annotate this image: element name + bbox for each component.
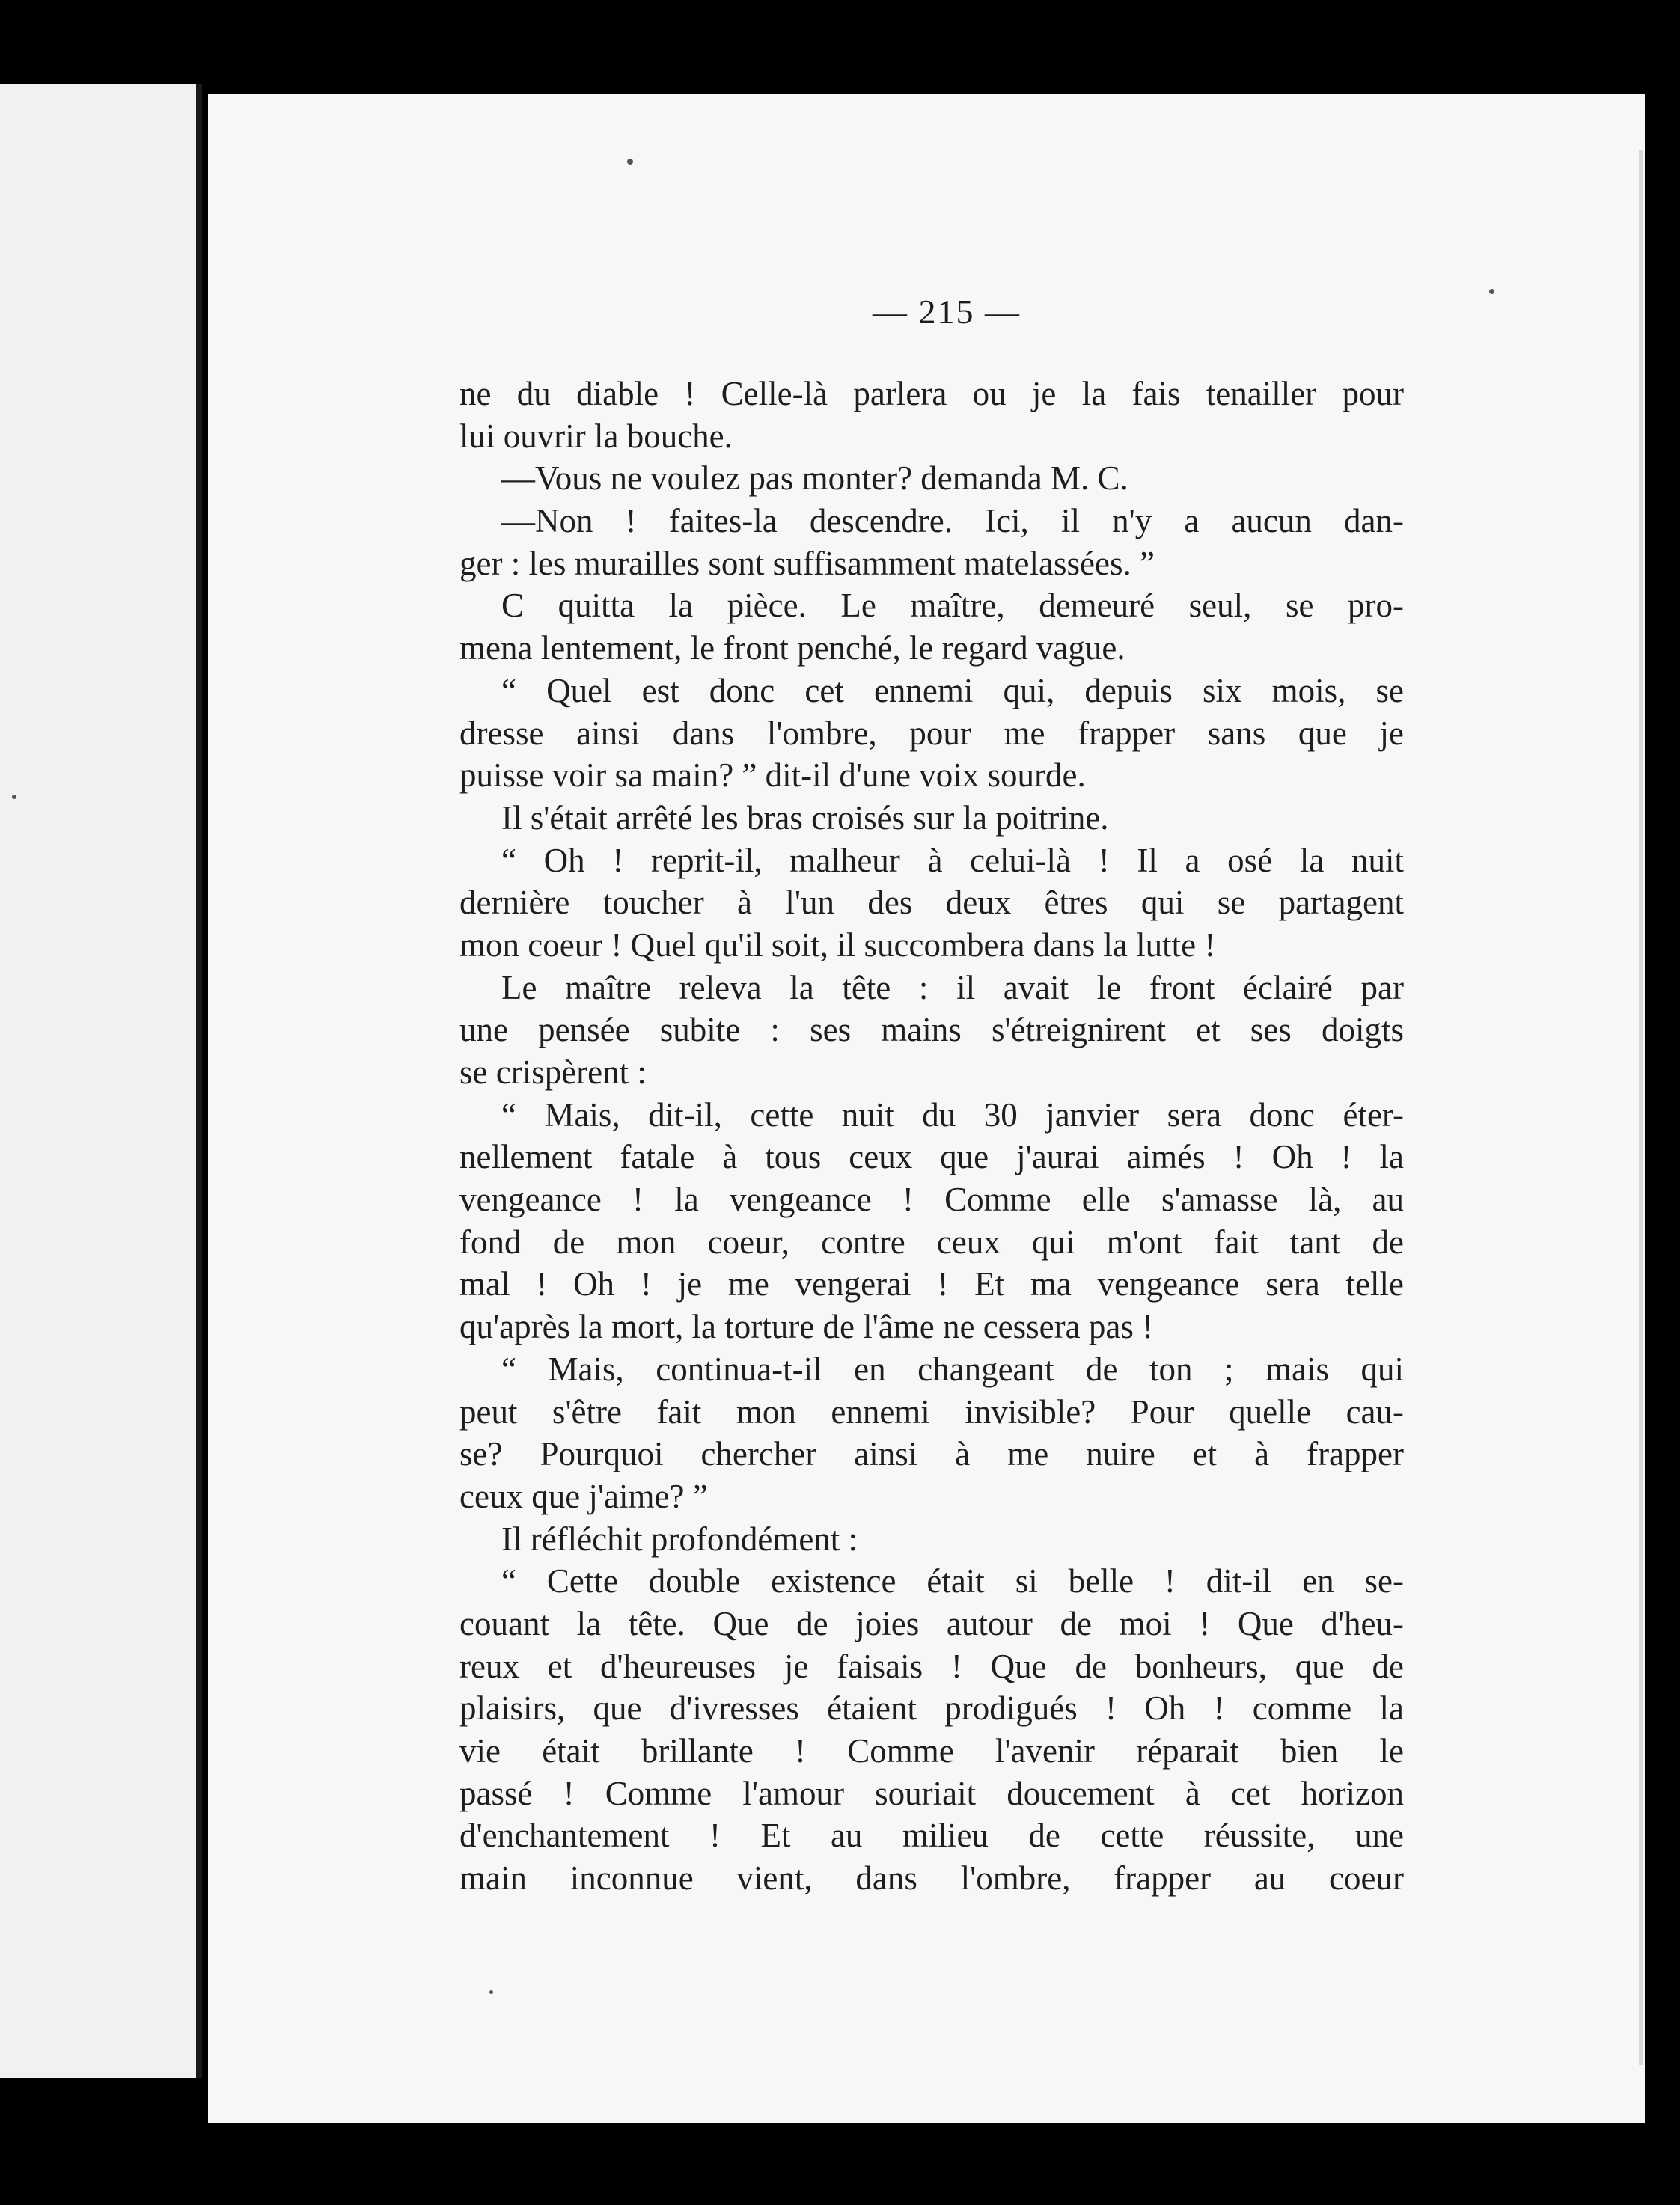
- dust-speck: [12, 795, 16, 799]
- body-text: [459, 373, 1404, 1900]
- text-line: mal ! Oh ! je me vengerai ! Et ma vengeance sera telle: [459, 1265, 1404, 1303]
- dust-speck: [489, 1990, 493, 1994]
- text-line: dresse ainsi dans l'ombre, pour me frapper sans que je: [459, 714, 1404, 752]
- text-line: couant la tête. Que de joies autour de moi ! Que d'heu-: [459, 1604, 1404, 1642]
- text-line: d'enchantement ! Et au milieu de cette réussite, une: [459, 1817, 1404, 1855]
- text-line: Il réfléchit profondément :: [501, 1520, 858, 1558]
- text-line: fond de mon coeur, contre ceux qui m'ont fait tant de: [459, 1223, 1404, 1261]
- text-line: peut s'être fait mon ennemi invisible? Pour quelle cau-: [459, 1392, 1404, 1431]
- text-line: vengeance ! la vengeance ! Comme elle s'amasse là, au: [459, 1181, 1404, 1219]
- text-line: une pensée subite : ses mains s'étreignirent et ses doigts: [459, 1011, 1404, 1049]
- facing-page-edge: [0, 84, 202, 2078]
- text-line: “ Cette double existence était si belle ! dit-il en se-: [501, 1562, 1404, 1600]
- text-line: main inconnue vient, dans l'ombre, frapper au coeur: [459, 1859, 1404, 1897]
- text-line: plaisirs, que d'ivresses étaient prodigués ! Oh ! comme la: [459, 1689, 1404, 1728]
- text-line: se? Pourquoi chercher ainsi à me nuire et à frapper: [459, 1435, 1404, 1473]
- text-line: Il s'était arrêté les bras croisés sur la poitrine.: [501, 798, 1109, 837]
- text-line: lui ouvrir la bouche.: [459, 417, 733, 455]
- text-line: Le maître releva la tête : il avait le front éclairé par: [501, 968, 1404, 1006]
- text-line: C quitta la pièce. Le maître, demeuré seul, se pro-: [501, 587, 1404, 625]
- text-line: passé ! Comme l'amour souriait doucement à cet horizon: [459, 1774, 1404, 1812]
- text-line: ger : les murailles sont suffisamment matelassées. ”: [459, 544, 1155, 582]
- text-line: mon coeur ! Quel qu'il soit, il succombera dans la lutte !: [459, 926, 1216, 964]
- text-line: ceux que j'aime? ”: [459, 1477, 708, 1515]
- page-number: — 215 —: [873, 293, 1021, 331]
- text-line: qu'après la mort, la torture de l'âme ne cessera pas !: [459, 1308, 1154, 1346]
- text-line: “ Quel est donc cet ennemi qui, depuis six mois, se: [501, 671, 1404, 709]
- text-line: vie était brillante ! Comme l'avenir réparait bien le: [459, 1732, 1404, 1770]
- text-line: se crispèrent :: [459, 1053, 647, 1091]
- text-line: —Non ! faites-la descendre. Ici, il n'y a aucun dan-: [501, 502, 1404, 540]
- text-line: “ Mais, dit-il, cette nuit du 30 janvier sera donc éter-: [501, 1095, 1404, 1134]
- page-edge-shadow: [1639, 150, 1643, 2065]
- text-line: mena lentement, le front penché, le regard vague.: [459, 629, 1125, 667]
- text-line: “ Mais, continua-t-il en changeant de ton ; mais qui: [501, 1350, 1404, 1388]
- text-line: ne du diable ! Celle-là parlera ou je la fais tenailler pour: [459, 375, 1404, 412]
- dust-speck: [627, 159, 633, 165]
- text-line: reux et d'heureuses je faisais ! Que de bonheurs, que de: [459, 1647, 1404, 1685]
- text-line: nellement fatale à tous ceux que j'aurai aimés ! Oh ! la: [459, 1138, 1404, 1176]
- text-line: dernière toucher à l'un des deux êtres qui se partagent: [459, 884, 1404, 922]
- text-line: puisse voir sa main? ” dit-il d'une voix sourde.: [459, 756, 1086, 795]
- dust-speck: [1489, 289, 1494, 294]
- text-line: “ Oh ! reprit-il, malheur à celui-là ! Il a osé la nuit: [501, 841, 1404, 879]
- text-line: —Vous ne voulez pas monter? demanda M. C.: [501, 459, 1128, 498]
